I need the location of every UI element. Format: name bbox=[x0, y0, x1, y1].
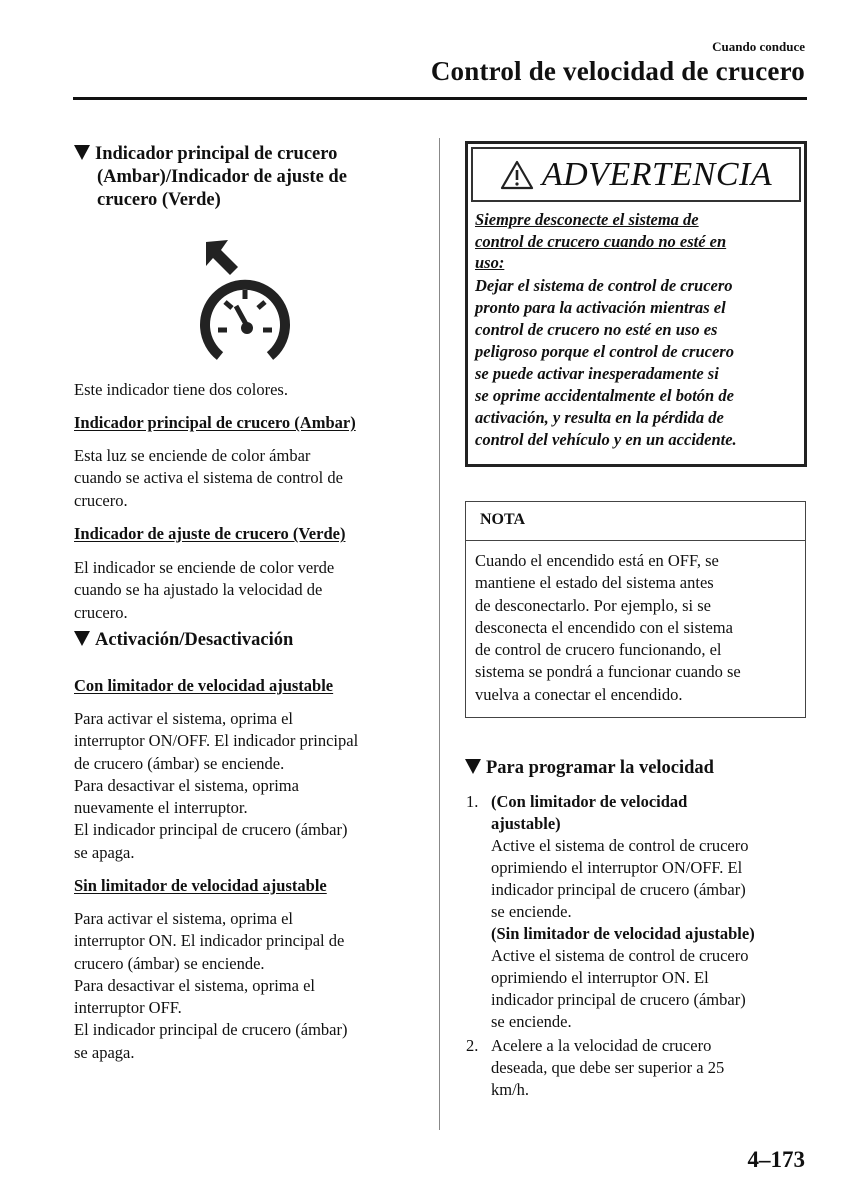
heading-indicator bbox=[74, 143, 437, 212]
note-title: NOTA bbox=[480, 511, 526, 528]
heading-activation bbox=[74, 629, 293, 652]
paragraph-line: crucero. bbox=[74, 602, 128, 622]
note-line: vuelva a conectar el encendido. bbox=[475, 684, 683, 704]
paragraph-line: crucero (ámbar) se enciende. bbox=[74, 953, 265, 973]
subheading-main-indicator: Indicador principal de crucero (Ambar) bbox=[74, 413, 356, 432]
list-number-1: 1. bbox=[466, 792, 479, 811]
warning-title-box bbox=[471, 147, 801, 202]
list-item-line: oprimiendo el interruptor ON/OFF. El bbox=[491, 858, 743, 877]
header-rule bbox=[73, 97, 807, 100]
warning-headline-line: Siempre desconecte el sistema de bbox=[475, 210, 699, 229]
note-line: de control de crucero funcionando, el bbox=[475, 640, 722, 660]
warning-headline-line: uso: bbox=[475, 253, 505, 272]
warning-body bbox=[475, 275, 800, 451]
triangle-bullet-icon bbox=[74, 631, 90, 646]
indicator-intro: Este indicador tiene dos colores. bbox=[74, 380, 288, 399]
list-item-1-heading: (Con limitador de velocidad bbox=[491, 792, 688, 811]
warning-body-line: control del vehículo y en un accidente. bbox=[475, 430, 737, 449]
paragraph-with-limiter bbox=[74, 708, 419, 864]
list-item-line: Active el sistema de control de crucero bbox=[491, 836, 749, 855]
note-line: mantiene el estado del sistema antes bbox=[475, 573, 714, 593]
list-item-line: indicador principal de crucero (ámbar) bbox=[491, 990, 746, 1009]
list-item-line: Acelere a la velocidad de crucero bbox=[491, 1036, 712, 1055]
cruise-control-indicator-icon bbox=[198, 240, 294, 360]
heading-indicator-line2: (Ambar)/Indicador de ajuste de bbox=[97, 167, 347, 187]
paragraph-line: se apaga. bbox=[74, 1042, 135, 1062]
warning-body-line: peligroso porque el control de crucero bbox=[475, 342, 734, 361]
list-item-line: Active el sistema de control de crucero bbox=[491, 946, 749, 965]
note-line: desconecta el encendido con el sistema bbox=[475, 617, 733, 637]
list-number-2: 2. bbox=[466, 1036, 479, 1055]
list-item-1 bbox=[491, 791, 809, 1033]
heading-indicator-line3: crucero (Verde) bbox=[97, 190, 221, 210]
paragraph-line: interruptor ON. El indicador principal de bbox=[74, 931, 345, 951]
paragraph-line: se apaga. bbox=[74, 842, 135, 862]
warning-headline bbox=[475, 209, 795, 274]
column-divider bbox=[439, 138, 440, 1130]
heading-set-speed bbox=[465, 757, 714, 780]
subheading-set-indicator: Indicador de ajuste de crucero (Verde) bbox=[74, 524, 346, 543]
subheading-with-limiter: Con limitador de velocidad ajustable bbox=[74, 676, 334, 695]
paragraph-line: Para desactivar el sistema, oprima el bbox=[74, 975, 315, 995]
paragraph-line: El indicador principal de crucero (ámbar) bbox=[74, 1020, 348, 1040]
paragraph-line: El indicador principal de crucero (ámbar) bbox=[74, 820, 348, 840]
triangle-bullet-icon bbox=[465, 759, 481, 774]
page-title: Control de velocidad de crucero bbox=[430, 56, 805, 86]
paragraph-main-indicator bbox=[74, 445, 419, 512]
list-item-line: indicador principal de crucero (ámbar) bbox=[491, 880, 746, 899]
heading-activation-label: Activación/Desactivación bbox=[95, 630, 294, 650]
paragraph-line: Para activar el sistema, oprima el bbox=[74, 909, 293, 928]
paragraph-line: cuando se activa el sistema de control de bbox=[74, 468, 343, 488]
paragraph-line: cuando se ha ajustado la velocidad de bbox=[74, 580, 323, 600]
paragraph-without-limiter bbox=[74, 908, 419, 1064]
note-line: de desconectarlo. Por ejemplo, si se bbox=[475, 595, 711, 615]
subheading-without-limiter: Sin limitador de velocidad ajustable bbox=[74, 876, 327, 895]
paragraph-line: Para activar el sistema, oprima el bbox=[74, 709, 293, 728]
paragraph-set-indicator bbox=[74, 557, 419, 624]
warning-body-line: control de crucero no esté en uso es bbox=[475, 320, 718, 339]
note-box bbox=[465, 501, 806, 718]
triangle-bullet-icon bbox=[74, 145, 90, 160]
warning-body-line: activación, y resulta en la pérdida de bbox=[475, 408, 724, 427]
paragraph-line: El indicador se enciende de color verde bbox=[74, 558, 335, 577]
paragraph-line: Esta luz se enciende de color ámbar bbox=[74, 446, 311, 465]
list-item-line: km/h. bbox=[491, 1080, 530, 1099]
paragraph-line: Para desactivar el sistema, oprima bbox=[74, 775, 299, 795]
list-item-line: oprimiendo el interruptor ON. El bbox=[491, 968, 709, 987]
note-body bbox=[475, 550, 800, 706]
header-section-label: Cuando conduce bbox=[712, 39, 805, 54]
paragraph-line: de crucero (ámbar) se enciende. bbox=[74, 753, 285, 773]
note-line: Cuando el encendido está en OFF, se bbox=[475, 551, 719, 570]
page-number: 4–173 bbox=[747, 1147, 805, 1172]
warning-body-line: se oprime accidentalmente el botón de bbox=[475, 386, 734, 405]
list-item-line: deseada, que debe ser superior a 25 bbox=[491, 1058, 725, 1077]
note-divider bbox=[466, 540, 805, 541]
paragraph-line: crucero. bbox=[74, 490, 128, 510]
paragraph-line: nuevamente el interruptor. bbox=[74, 798, 248, 818]
warning-triangle-icon bbox=[500, 160, 534, 190]
note-line: sistema se pondrá a funcionar cuando se bbox=[475, 662, 741, 682]
heading-set-speed-label: Para programar la velocidad bbox=[486, 758, 714, 778]
paragraph-line: interruptor ON/OFF. El indicador principal bbox=[74, 731, 359, 751]
list-item-1-heading: ajustable) bbox=[491, 814, 561, 833]
paragraph-line: interruptor OFF. bbox=[74, 998, 182, 1018]
warning-body-line: pronto para la activación mientras el bbox=[475, 298, 726, 317]
warning-title: ADVERTENCIA bbox=[541, 155, 773, 193]
list-item-line: se enciende. bbox=[491, 902, 572, 921]
warning-body-line: Dejar el sistema de control de crucero bbox=[475, 276, 733, 295]
list-item-2 bbox=[491, 1035, 809, 1101]
heading-indicator-line1: Indicador principal de crucero bbox=[95, 144, 338, 164]
warning-body-line: se puede activar inesperadamente si bbox=[475, 364, 719, 383]
list-item-1-subheading: (Sin limitador de velocidad ajustable) bbox=[491, 924, 755, 943]
list-item-line: se enciende. bbox=[491, 1012, 572, 1031]
warning-headline-line: control de crucero cuando no esté en bbox=[475, 231, 727, 251]
